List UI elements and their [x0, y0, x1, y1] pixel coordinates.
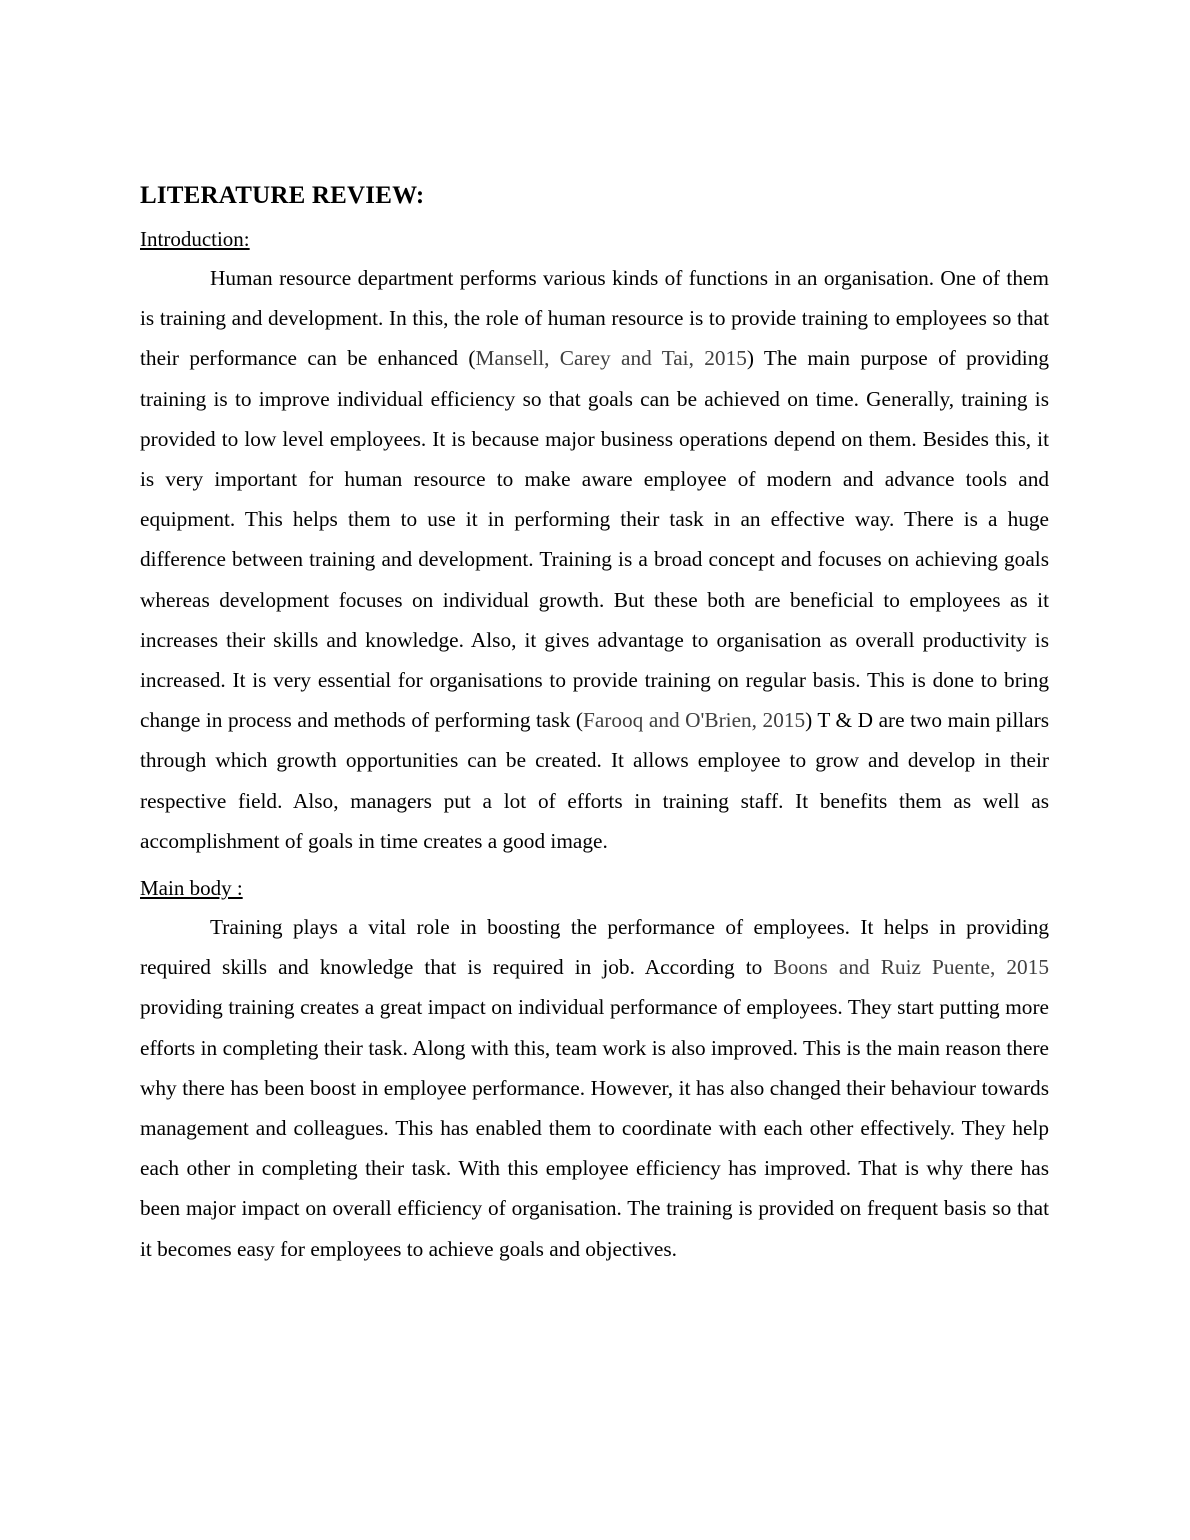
section-spacer	[140, 861, 1049, 873]
paragraph-text: providing training creates a great impact on individual performance of employees. They start putting more efforts in completing their task. Along with this, team work is also improved. This is the main reason there why there has been boost in employee performance. However, it has also changed their behaviour towards management and colleagues. This has enabled them to coordinate with each other effectively. They help each other in completing their task. With this employee efficiency has improved. That is why there has been major impact on overall efficiency of organisation. The training is provided on frequent basis so that it becomes easy for employees to achieve goals and objectives.	[140, 995, 1049, 1261]
paragraph-text: ) T & D are two main pillars through which growth opportunities can be created. It allows employee to grow and develop in their respective field. Also, managers put a lot of efforts in training staff. It benefits them as well as accomplishment of goals in time creates a good image.	[140, 708, 1049, 853]
page-title: LITERATURE REVIEW:	[140, 182, 425, 209]
citation: Mansell, Carey and Tai, 2015	[475, 346, 747, 371]
citation: Farooq and O'Brien, 2015	[582, 708, 806, 733]
introduction-paragraph	[140, 258, 1049, 861]
main-body-paragraph	[140, 907, 1049, 1269]
document-body	[140, 178, 1049, 1269]
paragraph-text: Training plays a vital role in boosting the performance of employees. It helps in providing required skills and knowledge that is required in job. According to	[140, 915, 1049, 980]
paragraph-text: Human resource department performs various kinds of functions in an organisation. One of them is training and development. In this, the role of human resource is to provide training to employees so that their performance can be enhanced (	[140, 266, 1049, 371]
section-heading-introduction: Introduction:	[140, 227, 250, 251]
paragraph-text: ) The main purpose of providing training is to improve individual efficiency so that goals can be achieved on time. Generally, training is provided to low level employees. It is because major business operations depend on them. Besides this, it is very important for human resource to make aware employee of modern and advance tools and equipment. This helps them to use it in performing their task in an effective way. There is a huge difference between training and development. Training is a broad concept and focuses on achieving goals whereas development focuses on individual growth. But these both are beneficial to employees as it increases their skills and knowledge. Also, it gives advantage to organisation as overall productivity is increased. It is very essential for organisations to provide training on regular basis. This is done to bring change in process and methods of performing task (	[140, 346, 1049, 733]
section-heading-main-body: Main body :	[140, 876, 243, 901]
citation: Boons and Ruiz Puente, 2015	[773, 955, 1049, 980]
